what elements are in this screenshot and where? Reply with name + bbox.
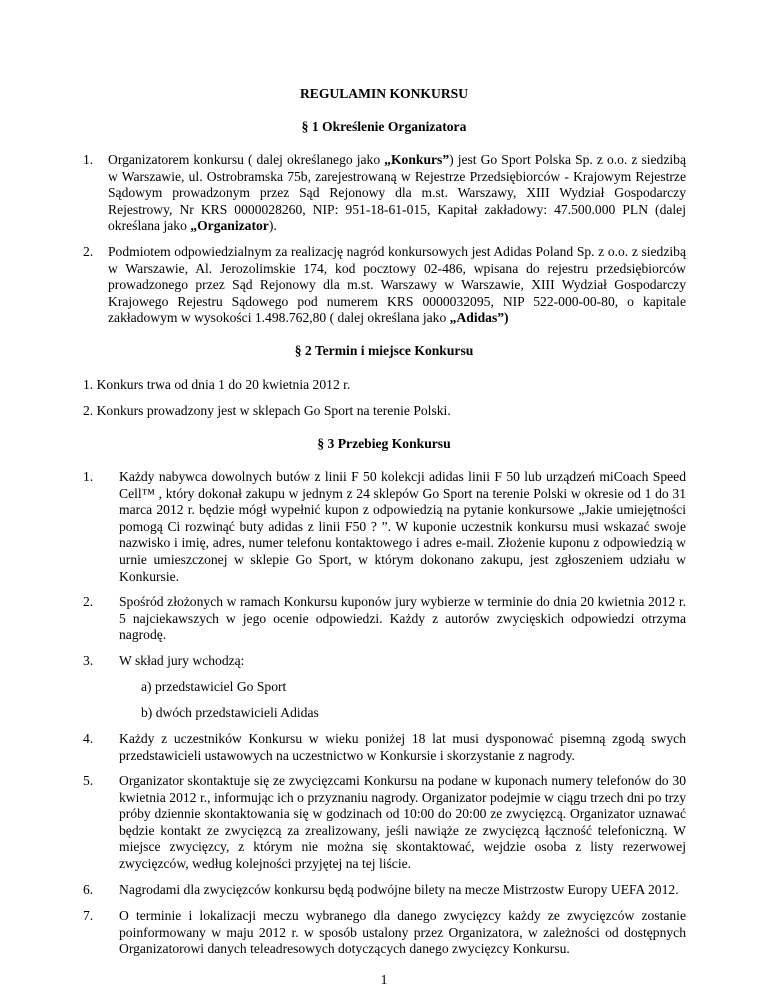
- sec3-item-5-number: 5.: [83, 773, 94, 788]
- jury-member-b: b) dwóch przedstawicieli Adidas: [141, 705, 319, 720]
- section-1-heading: § 1 Określenie Organizatora: [301, 119, 467, 134]
- sec3-item-6-text: Nagrodami dla zwycięzców konkursu będą podwójne bilety na mecze Mistrzostw Europy UEFA 2012.: [119, 882, 679, 897]
- sec2-item-1: 1. Konkurs trwa od dnia 1 do 20 kwietnia 2012 r.: [83, 377, 351, 392]
- section-3-heading: § 3 Przebieg Konkursu: [317, 436, 451, 451]
- sec3-item-4-number: 4.: [83, 731, 94, 746]
- sec3-item-1-text: Każdy nabywca dowolnych butów z linii F 50 kolekcji adidas linii F 50 lub urządzeń miCoach Speed Cell™ , który dokonał zakupu w jednym z 24 sklepów Go Sport na terenie Polski w okresie od 1 do 31 marca 2012 r. będzie mógł wypełnić kupon z odpowiedzią na pytanie konkursowe „Jakie umiejętności pomogą Ci rozwinąć buty adidas z linii F50 ? ”. W kuponie uczestnik konkursu musi wskazać swoje nazwisko i imię, adres, numer telefonu kontaktowego i adres e-mail. Złożenie kuponu z odpowiedzią w urnie umieszczonej w sklepie Go Sport, w którym dokonano zakupu, jest zgłoszeniem udziału w Konkursie.: [119, 469, 686, 584]
- sec2-item-2: 2. Konkurs prowadzony jest w sklepach Go Sport na terenie Polski.: [83, 403, 451, 418]
- sec3-item-5-text: Organizator skontaktuje się ze zwycięzcami Konkursu na podane w kuponach numery telefonów do 30 kwietnia 2012 r., informując ich o przyznaniu nagrody. Organizator podejmie w ciągu trzech dni po trzy próby dziennie skontaktowania się w godzinach od 10:00 do 20:00 ze zwycięzcą. Organizator uznawać będzie kontakt ze zwycięzcą za zrealizowany, jeśli nawiąże ze zwycięzcą łączność telefoniczną. W miejsce zwycięzcy, z którym nie można się skontaktować, wejdzie osoba z listy rezerwowej zwycięzców, według kolejności przyjętej na tej liście.: [119, 773, 686, 871]
- sec3-item-2-number: 2.: [83, 594, 94, 609]
- sec1-item-2-number: 2.: [83, 244, 94, 259]
- page-number: 1: [380, 972, 388, 987]
- sec1-item-1-number: 1.: [83, 152, 94, 167]
- sec3-item-1-number: 1.: [83, 469, 94, 484]
- section-2-heading: § 2 Termin i miejsce Konkursu: [294, 343, 474, 358]
- sec1-item-1-text: Organizatorem konkursu ( dalej określanego jako „Konkurs”) jest Go Sport Polska Sp. z o.o. z siedzibą w Warszawie, ul. Ostrobramska 75b, zarejestrowaną w Rejestrze Przedsiębiorców - Krajowym Rejestrze Sądowym prowadzonym przez Sąd Rejonowy dla m.st. Warszawy, XIII Wydział Gospodarczy Rejestrowy, Nr KRS 0000028260, NIP: 951-18-61-015, Kapitał zakładowy: 47.500.000 PLN (dalej określana jako „Organizator).: [108, 152, 686, 234]
- sec3-item-7-number: 7.: [83, 908, 94, 923]
- sec3-item-6-number: 6.: [83, 882, 94, 897]
- sec3-item-3-text: W skład jury wchodzą:: [119, 653, 245, 668]
- sec3-item-2-text: Spośród złożonych w ramach Konkursu kuponów jury wybierze w terminie do dnia 20 kwietnia 2012 r. 5 najciekawszych w jego ocenie odpowiedzi. Każdy z autorów zwycięskich odpowiedzi otrzyma nagrodę.: [119, 594, 686, 643]
- document-title: REGULAMIN KONKURSU: [299, 86, 469, 101]
- jury-member-a: a) przedstawiciel Go Sport: [141, 679, 287, 694]
- sec3-item-7-text: O terminie i lokalizacji meczu wybranego dla danego zwycięzcy każdy ze zwycięzców zostanie poinformowany w maju 2012 r. w sposób ustalony przez Organizatora, w zależności od dostępnych Organizatorowi danych teleadresowych dotyczących danego zwycięzcy Konkursu.: [119, 908, 686, 957]
- sec3-item-3-number: 3.: [83, 653, 94, 668]
- sec3-item-4-text: Każdy z uczestników Konkursu w wieku poniżej 18 lat musi dysponować pisemną zgodą swych przedstawicieli ustawowych na uczestnictwo w Konkursie i skorzystanie z nagrody.: [119, 731, 686, 763]
- sec1-item-2-text: Podmiotem odpowiedzialnym za realizację nagród konkursowych jest Adidas Poland Sp. z o.o. z siedzibą w Warszawie, Al. Jerozolimskie 174, kod pocztowy 02-486, wpisana do rejestru przedsiębiorców prowadzonego przez Sąd Rejonowy dla m.st. Warszawy w Warszawie, XIII Wydział Gospodarczy Krajowego Rejestru Sądowego pod numerem KRS 0000032095, NIP 522-000-00-80, o kapitale zakładowym w wysokości 1.498.762,80 ( dalej określana jako „Adidas”): [108, 244, 686, 326]
